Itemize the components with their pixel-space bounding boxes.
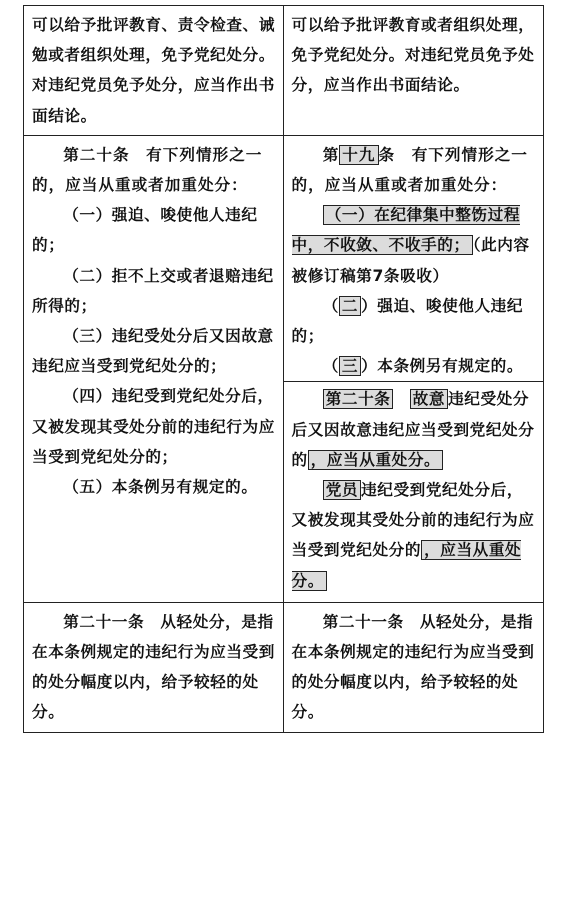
- list-item: （三）违纪受处分后又因故意违纪应当受到党纪处分的；: [32, 327, 274, 376]
- new-text-cell: [284, 136, 544, 602]
- note: （此内容被修订稿第7条吸收）: [291, 236, 530, 285]
- paragraph: [292, 384, 538, 475]
- text: 违纪受到党纪处分后，又被发现其受处分前的违纪行为应当受到党纪处分的: [291, 481, 535, 560]
- list-item: （四）违纪受到党纪处分后，又被发现其受处分前的违纪行为应当受到党纪处分的；: [32, 387, 275, 466]
- table-row: [24, 602, 543, 732]
- paragraph: 第二十一条 从轻处分，是指在本条例规定的违纪行为应当受到的处分幅度以内，给予较轻的处分。: [32, 612, 275, 722]
- text: 条 有下列情形之一的，应当从重或者加重处分：: [291, 145, 528, 195]
- highlight: 三: [339, 356, 361, 376]
- paragraph: 可以给予批评教育、责令检查、诫勉或者组织处理，免予党纪处分。对违纪党员免予处分，应当作出书面结论。: [32, 16, 275, 125]
- old-text-cell: [24, 6, 284, 135]
- list-item: （五）本条例另有规定的。: [63, 478, 258, 497]
- highlight: 故意: [410, 389, 448, 409]
- highlight: 二: [339, 296, 361, 316]
- new-text-cell: [284, 6, 544, 135]
- highlight: 第二十条: [323, 389, 394, 409]
- table-row: [24, 6, 543, 135]
- list-item: [292, 291, 538, 351]
- highlight: 十九: [339, 145, 378, 165]
- old-text-cell: [24, 136, 284, 602]
- comparison-table: [23, 5, 544, 733]
- table-row: [24, 135, 543, 602]
- text: 违纪受处分后又因故意违纪应当受到党纪处分的: [291, 390, 535, 469]
- highlight: ，应当从重处分。: [308, 450, 444, 470]
- text: ）本条例另有规定的。: [361, 357, 524, 376]
- new-text-cell: [284, 603, 544, 732]
- text: ）强迫、唆使他人违纪的；: [291, 296, 524, 346]
- highlight: （一）在纪律集中整饬过程中，不收敛、不收手的；: [291, 206, 521, 255]
- text: （: [322, 296, 339, 315]
- list-item: （二）拒不上交或者退赔违纪所得的；: [32, 266, 274, 315]
- article-20-segment: [284, 381, 544, 597]
- article-title: 第二十条 有下列情形之一的，应当从重或者加重处分：: [32, 145, 263, 195]
- article-title: [292, 140, 538, 200]
- paragraph: [292, 475, 538, 596]
- list-item: （一）强迫、唆使他人违纪的；: [32, 206, 258, 255]
- old-text-cell: [24, 603, 284, 732]
- highlight: ，应当从重处分。: [291, 541, 522, 590]
- list-item: [292, 351, 538, 381]
- text: 第: [322, 145, 340, 164]
- text: （: [322, 357, 339, 376]
- paragraph: 第二十一条 从轻处分，是指在本条例规定的违纪行为应当受到的处分幅度以内，给予较轻的处分。: [291, 612, 535, 722]
- list-item: [292, 200, 538, 291]
- paragraph: 可以给予批评教育或者组织处理，免予党纪处分。对违纪党员免予处分，应当作出书面结论。: [291, 16, 535, 95]
- highlight: 党员: [323, 480, 361, 500]
